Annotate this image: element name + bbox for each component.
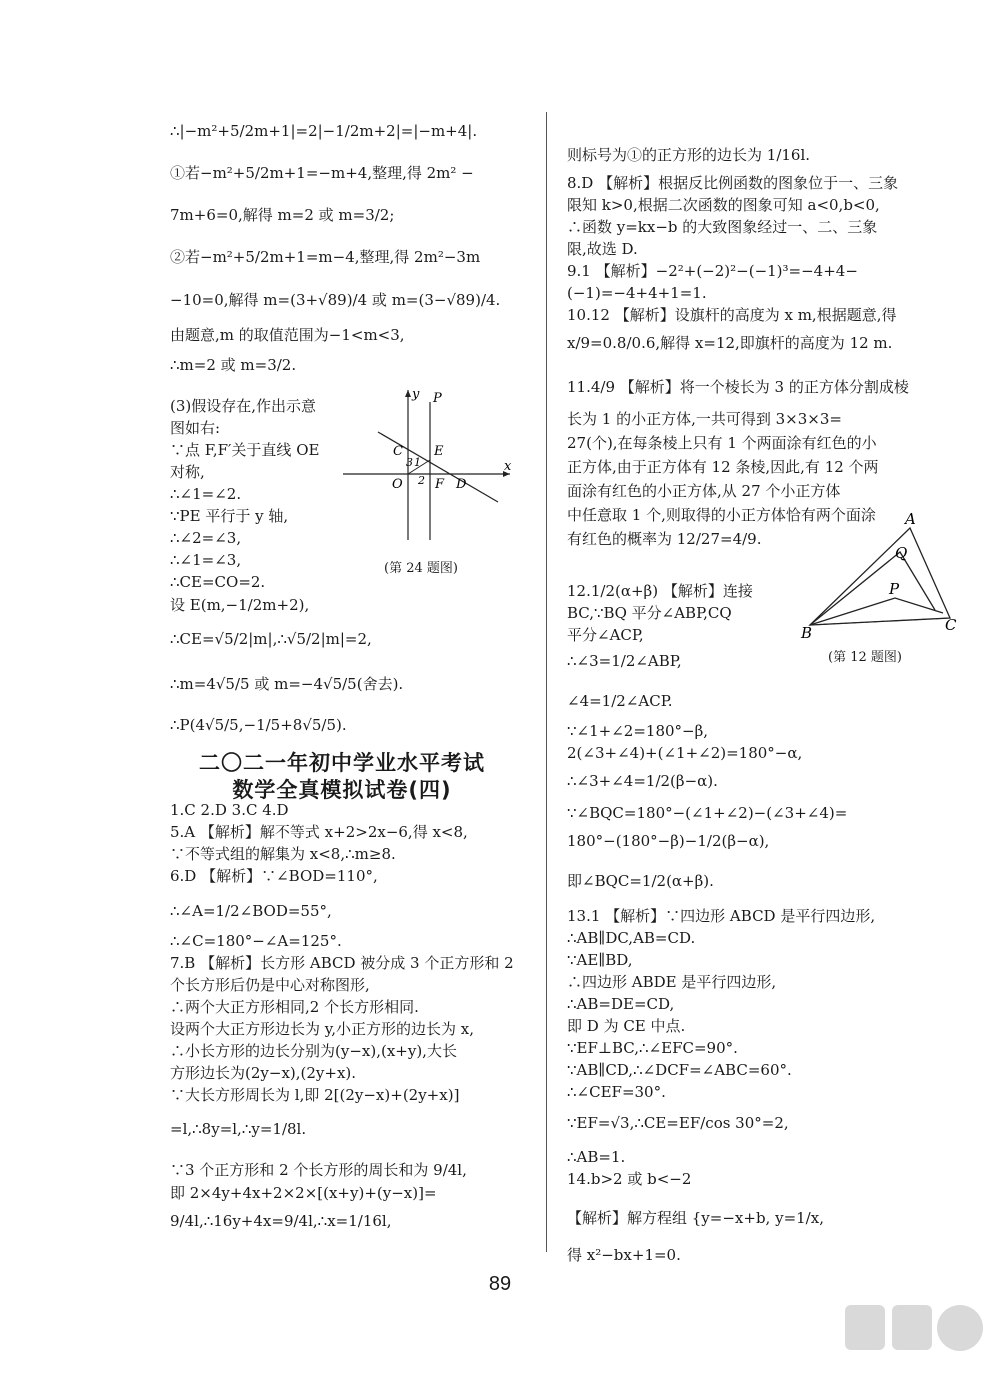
text-line: 有红色的概率为 12/27=4/9.	[567, 530, 762, 548]
text-line: ∵AE∥BD,	[567, 951, 633, 969]
text-line: 方形边长为(2y−x),(2y+x).	[170, 1064, 357, 1082]
text-line: ∴CE=CO=2.	[170, 573, 266, 591]
figure-label: Q	[895, 544, 908, 562]
text-line: 图如右:	[170, 419, 221, 437]
text-line: 个长方形后仍是中心对称图形,	[170, 976, 370, 994]
text-line: 【解析】解方程组 {y=−x+b, y=1/x,	[567, 1209, 824, 1227]
figure-label: 2	[418, 474, 425, 487]
text-line: −10=0,解得 m=(3+√89)/4 或 m=(3−√89)/4.	[170, 291, 501, 309]
figure-24-diagram	[338, 380, 518, 550]
text-line: ∵∠1+∠2=180°−β,	[567, 722, 709, 740]
text-line: ∴P(4√5/5,−1/5+8√5/5).	[170, 716, 347, 734]
text-line: 由题意,m 的取值范围为−1<m<3,	[170, 326, 405, 344]
figure-label: D	[456, 477, 467, 492]
figure-label: B	[801, 624, 813, 640]
text-line: 得 x²−bx+1=0.	[567, 1246, 681, 1264]
text-line: 即 2×4y+4x+2×2×[(x+y)+(y−x)]=	[170, 1184, 437, 1202]
text-line: (−1)=−4+4+1=1.	[567, 284, 707, 302]
text-line: 14.b>2 或 b<−2	[567, 1170, 692, 1188]
text-line: ∴AB=DE=CD,	[567, 995, 675, 1013]
text-line: 6.D 【解析】∵∠BOD=110°,	[170, 867, 378, 885]
figure-24-caption: (第 24 题图)	[384, 561, 458, 576]
text-line: ∴∠3+∠4=1/2(β−α).	[567, 772, 718, 790]
text-line: (3)假设存在,作出示意	[170, 397, 317, 415]
figure-label: 1	[414, 456, 421, 469]
column-divider	[546, 112, 547, 1252]
text-line: ∴m=4√5/5 或 m=−4√5/5(舍去).	[170, 675, 404, 693]
text-line: ①若−m²+5/2m+1=−m+4,整理,得 2m² −	[170, 164, 474, 182]
text-line: 即∠BQC=1/2(α+β).	[567, 872, 714, 890]
text-line: ∴AB=1.	[567, 1148, 626, 1166]
text-line: 9.1 【解析】−2²+(−2)²−(−1)³=−4+4−	[567, 262, 858, 280]
text-line: 设 E(m,−1/2m+2),	[170, 596, 310, 614]
figure-label: x	[504, 459, 512, 474]
page-number: 89	[488, 1273, 512, 1295]
text-line: ∴|−m²+5/2m+1|=2|−1/2m+2|=|−m+4|.	[170, 122, 478, 140]
text-line: ∴∠CEF=30°.	[567, 1083, 666, 1101]
text-line: ∴∠1=∠2.	[170, 485, 242, 503]
figure-label: y	[412, 387, 420, 402]
text-line: ∵大长方形周长为 l,即 2[(2y−x)+(2y+x)]	[170, 1086, 460, 1104]
text-line: ∴∠A=1/2∠BOD=55°,	[170, 902, 332, 920]
text-line: 12.1/2(α+β) 【解析】连接	[567, 582, 753, 600]
text-line: 正方体,由于正方体有 12 条棱,因此,有 12 个两	[567, 458, 879, 476]
text-line: ∴AB∥DC,AB=CD.	[567, 929, 696, 947]
figure-label: P	[889, 580, 900, 598]
text-line: 设两个大正方形边长为 y,小正方形的边长为 x,	[170, 1020, 475, 1038]
text-line: ∴四边形 ABDE 是平行四边形,	[567, 973, 777, 991]
text-line: 中任意取 1 个,则取得的小正方体恰有两个面涂	[567, 506, 876, 524]
text-line: 限,故选 D.	[567, 240, 638, 258]
text-line: ∴两个大正方形相同,2 个长方形相同.	[170, 998, 419, 1016]
text-line: ∴小长方形的边长分别为(y−x),(x+y),大长	[170, 1042, 457, 1060]
text-line: 7m+6=0,解得 m=2 或 m=3/2;	[170, 206, 395, 224]
text-line: 平分∠ACP,	[567, 626, 644, 644]
text-line: 限知 k>0,根据二次函数的图象可知 a<0,b<0,	[567, 196, 880, 214]
text-line: ∵AB∥CD,∴∠DCF=∠ABC=60°.	[567, 1061, 792, 1079]
text-line: 5.A 【解析】解不等式 x+2>2x−6,得 x<8,	[170, 823, 468, 841]
text-line: 9/4l,∴16y+4x=9/4l,∴x=1/16l,	[170, 1212, 392, 1230]
figure-12-caption: (第 12 题图)	[828, 650, 902, 665]
text-line: ∴∠3=1/2∠ABP,	[567, 652, 682, 670]
text-line: ∴m=2 或 m=3/2.	[170, 356, 297, 374]
text-line: 10.12 【解析】设旗杆的高度为 x m,根据题意,得	[567, 306, 897, 324]
section-subtitle: 数学全真模拟试卷(四)	[232, 778, 452, 802]
text-line: ∵EF=√3,∴CE=EF/cos 30°=2,	[567, 1114, 789, 1132]
right-column	[567, 0, 947, 1381]
figure-label: F	[435, 477, 445, 492]
figure-label: C	[393, 444, 403, 459]
text-line: 7.B 【解析】长方形 ABCD 被分成 3 个正方形和 2	[170, 954, 514, 972]
text-line: 2(∠3+∠4)+(∠1+∠2)=180°−α,	[567, 744, 803, 762]
text-line: ∵∠BQC=180°−(∠1+∠2)−(∠3+∠4)=	[567, 804, 848, 822]
figure-label: O	[392, 477, 403, 492]
watermark-logo-icon	[840, 1300, 990, 1380]
section-title: 二〇二一年初中学业水平考试	[199, 751, 485, 775]
text-line: ∴∠1=∠3,	[170, 551, 242, 569]
text-line: ∴CE=√5/2|m|,∴√5/2|m|=2,	[170, 630, 372, 648]
figure-label: P	[433, 391, 442, 406]
text-line: 即 D 为 CE 中点.	[567, 1017, 686, 1035]
figure-12-diagram	[795, 510, 965, 640]
text-line: 11.4/9 【解析】将一个棱长为 3 的正方体分割成棱	[567, 378, 909, 396]
text-line: ∴∠2=∠3,	[170, 529, 242, 547]
text-line: 长为 1 的小正方体,一共可得到 3×3×3=	[567, 410, 842, 428]
text-line: ∴∠C=180°−∠A=125°.	[170, 932, 342, 950]
text-line: ∵不等式组的解集为 x<8,∴m≥8.	[170, 845, 396, 863]
text-line: ∴函数 y=kx−b 的大致图象经过一、二、三象	[567, 218, 878, 236]
text-line: 180°−(180°−β)−1/2(β−α),	[567, 832, 770, 850]
figure-label: 3	[406, 456, 413, 469]
text-line: ∵点 F,F′关于直线 OE	[170, 441, 320, 459]
left-column	[170, 0, 530, 1381]
text-line: x/9=0.8/0.6,解得 x=12,即旗杆的高度为 12 m.	[567, 334, 893, 352]
text-line: ∵EF⊥BC,∴∠EFC=90°.	[567, 1039, 738, 1057]
text-line: 对称,	[170, 463, 205, 481]
text-line: =l,∴8y=l,∴y=1/8l.	[170, 1120, 307, 1138]
text-line: ∵3 个正方形和 2 个长方形的周长和为 9/4l,	[170, 1161, 467, 1179]
text-line: ②若−m²+5/2m+1=m−4,整理,得 2m²−3m	[170, 248, 481, 266]
figure-label: C	[945, 616, 957, 634]
text-line: 则标号为①的正方形的边长为 1/16l.	[567, 146, 811, 164]
text-line: 8.D 【解析】根据反比例函数的图象位于一、三象	[567, 174, 899, 192]
figure-label: E	[434, 444, 444, 459]
text-line: ∵PE 平行于 y 轴,	[170, 507, 289, 525]
text-line: BC,∵BQ 平分∠ABP,CQ	[567, 604, 732, 622]
figure-label: A	[905, 510, 916, 528]
text-line: 面涂有红色的小正方体,从 27 个小正方体	[567, 482, 841, 500]
text-line: 27(个),在每条棱上只有 1 个两面涂有红色的小	[567, 434, 877, 452]
text-line: 1.C 2.D 3.C 4.D	[170, 801, 289, 819]
text-line: ∠4=1/2∠ACP.	[567, 692, 673, 710]
text-line: 13.1 【解析】∵四边形 ABCD 是平行四边形,	[567, 907, 876, 925]
